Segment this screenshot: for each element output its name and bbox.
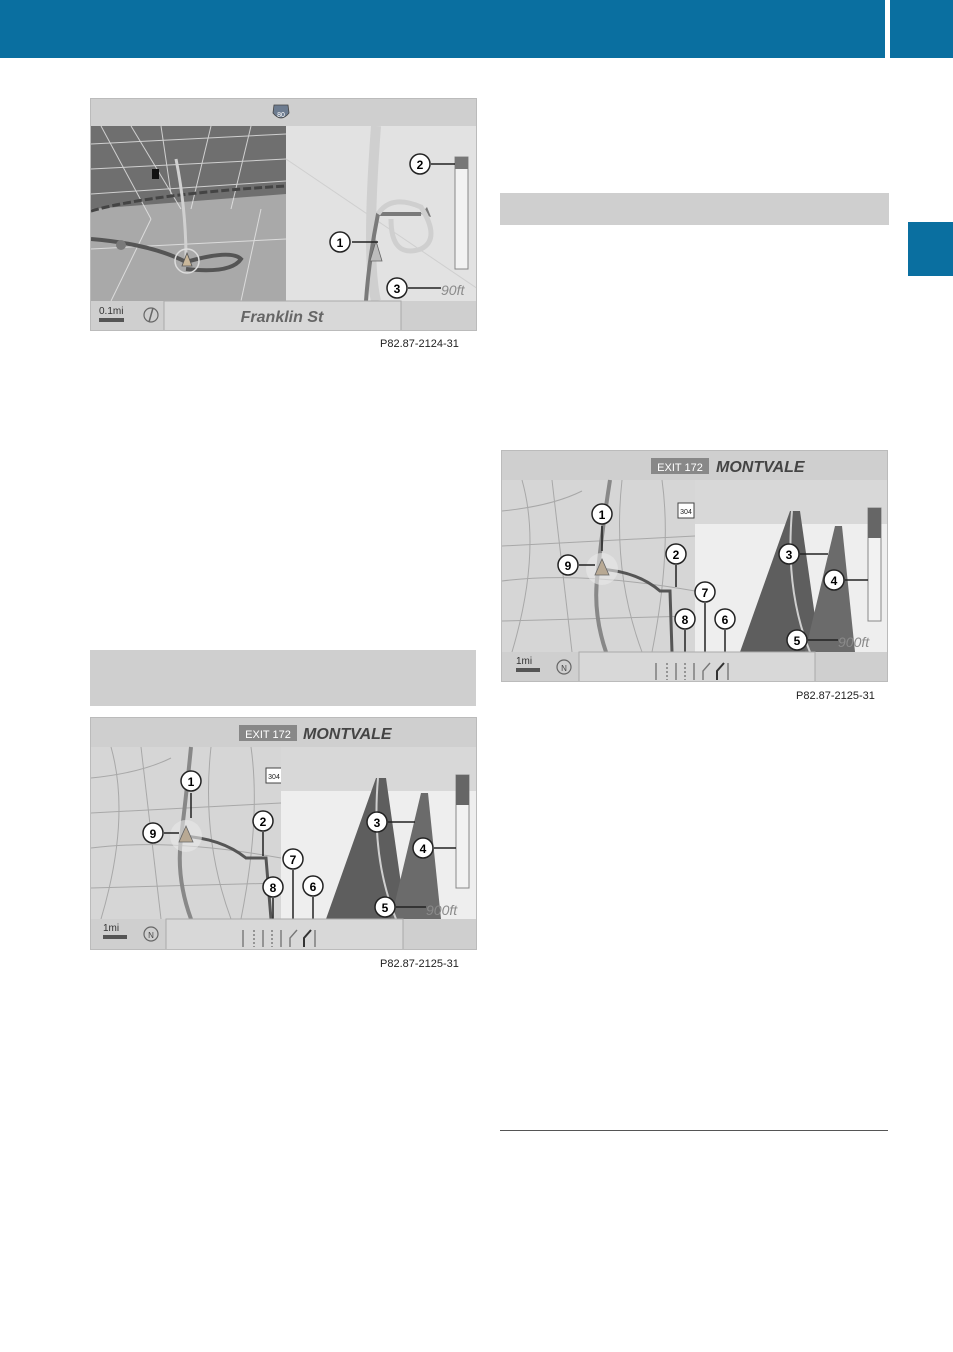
street-name: Franklin St [240,309,324,326]
svg-text:3: 3 [393,282,401,296]
svg-text:3: 3 [373,816,381,830]
section-divider [500,1130,888,1131]
svg-text:2: 2 [672,548,680,562]
map-scale-bar [99,318,124,322]
shield-number: 80 [277,112,285,119]
nav-screenshot-franklin [90,98,477,331]
map-scale-label: 1mi [516,656,533,667]
svg-text:9: 9 [149,827,157,841]
chapter-tab[interactable] [908,222,953,276]
header-bar [0,0,885,58]
distance-label: 900ft [426,902,458,918]
figure-caption: P82.87-2124-31 [380,338,459,350]
svg-text:6: 6 [309,880,317,894]
svg-text:1: 1 [336,236,344,250]
map-scale-bar [103,935,127,939]
svg-text:1: 1 [187,775,195,789]
svg-text:1: 1 [598,508,606,522]
svg-text:3: 3 [785,548,793,562]
svg-text:N: N [561,664,567,673]
svg-text:304: 304 [680,509,692,516]
figure-caption: P82.87-2125-31 [380,958,459,970]
exit-name: MONTVALE [303,726,392,743]
svg-text:2: 2 [416,158,424,172]
section-heading-bar [90,650,476,706]
svg-text:N: N [148,931,154,940]
exit-label: EXIT 172 [657,462,703,474]
distance-bar [455,157,468,269]
figure-caption: P82.87-2125-31 [796,690,875,702]
map-scale-label: 1mi [103,923,120,934]
fuel-station-icon [152,169,159,179]
distance-label: 900ft [838,634,870,650]
svg-text:7: 7 [289,853,297,867]
section-heading-bar [500,193,889,225]
svg-text:304: 304 [268,774,280,781]
svg-text:8: 8 [269,881,277,895]
exit-name: MONTVALE [716,459,805,476]
exit-label: EXIT 172 [245,729,291,741]
svg-text:2: 2 [259,815,267,829]
svg-text:4: 4 [830,574,838,588]
map-scale-bar [516,668,540,672]
svg-text:4: 4 [419,842,427,856]
nav-screenshot-montvale-left [90,717,477,950]
svg-text:5: 5 [381,901,389,915]
road-shield-icon [116,240,126,250]
svg-text:5: 5 [793,634,801,648]
svg-text:9: 9 [564,559,572,573]
svg-text:7: 7 [701,586,709,600]
distance-label: 90ft [441,282,465,298]
svg-text:8: 8 [681,613,689,627]
map-scale-label: 0.1mi [99,306,124,317]
header-bar-tab [890,0,953,58]
svg-text:6: 6 [721,613,729,627]
nav-screenshot-montvale-right [501,450,888,682]
